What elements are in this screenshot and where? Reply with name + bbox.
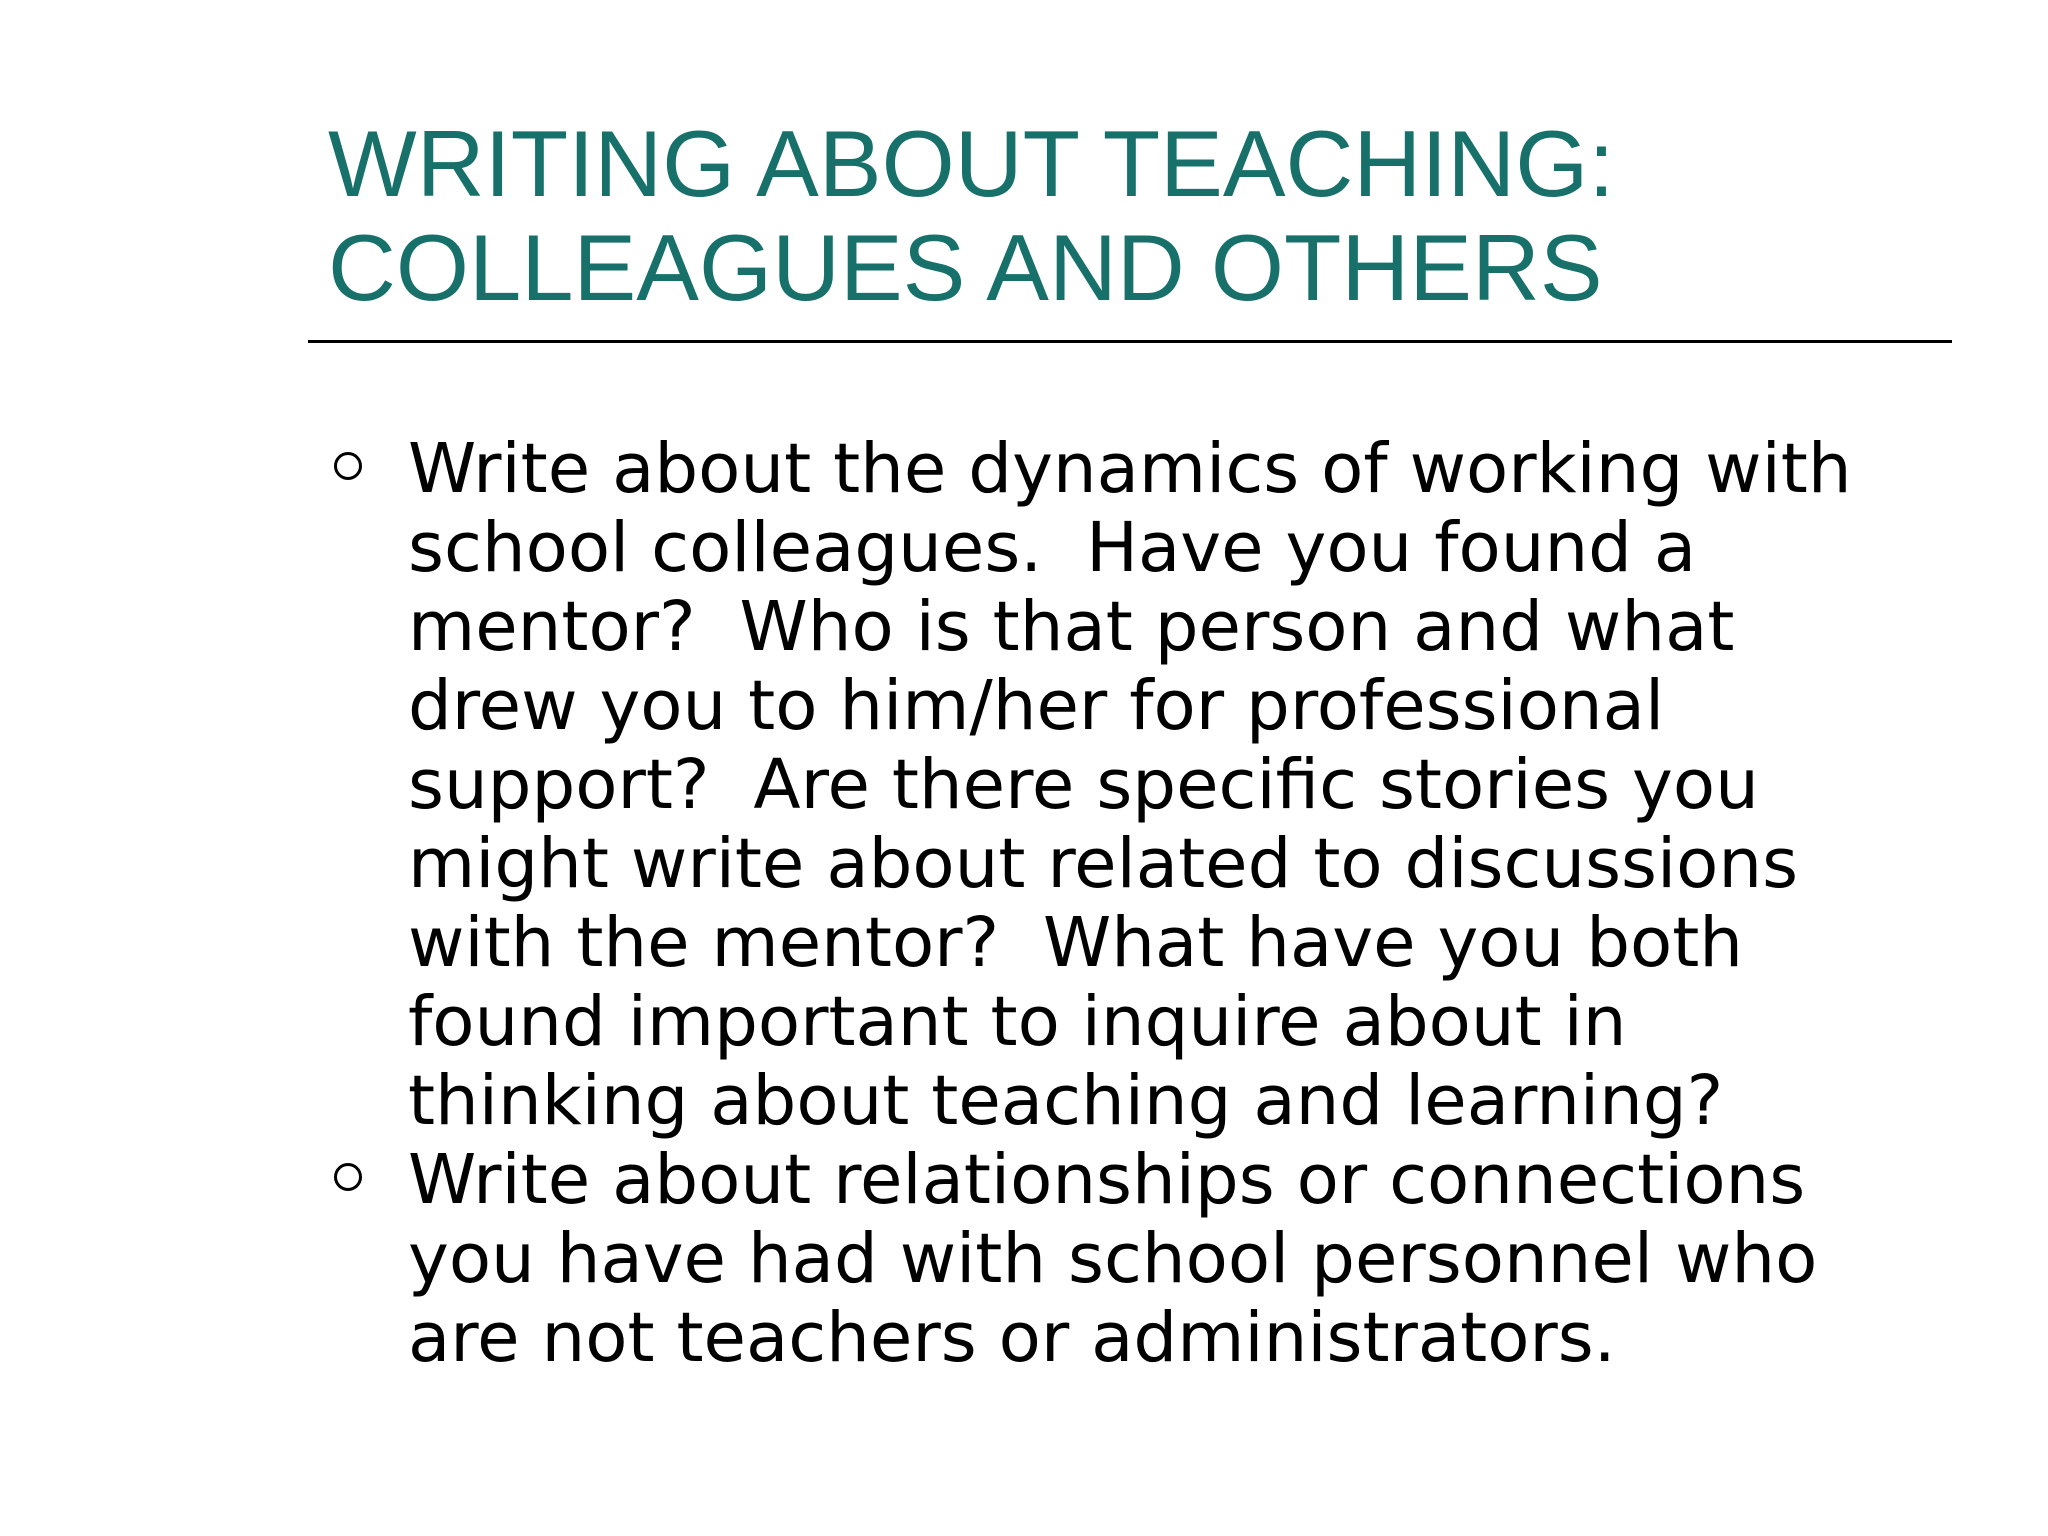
bullet-text-line: you have had with school personnel who — [408, 1219, 1818, 1299]
hollow-circle-icon — [334, 1163, 362, 1191]
bullet-text-line: with the mentor? What have you both — [408, 903, 1743, 983]
bullet-text-line: mentor? Who is that person and what — [408, 587, 1735, 667]
hollow-circle-icon — [334, 452, 362, 480]
bullet-text-line: found important to inquire about in — [408, 982, 1627, 1062]
slide-title — [328, 112, 1968, 320]
bullet-text-line: might write about related to discussions — [408, 824, 1799, 904]
bullet-text-line: drew you to him/her for professional — [408, 666, 1665, 746]
bullet-text-line: Write about the dynamics of working with — [408, 429, 1852, 509]
bullet-text-line: are not teachers or administrators. — [408, 1298, 1616, 1378]
slide-title-line: WRITING ABOUT TEACHING: — [328, 111, 1615, 216]
bullet-list — [330, 430, 1970, 1378]
bullet-text-line: Write about relationships or connections — [408, 1140, 1806, 1220]
title-divider — [308, 340, 1952, 343]
bullet-text-line: school colleagues. Have you found a — [408, 508, 1697, 588]
bullet-text-line: support? Are there specific stories you — [408, 745, 1759, 825]
bullet-text-line: thinking about teaching and learning? — [408, 1061, 1724, 1141]
bullet-item — [330, 430, 1970, 1141]
slide-title-line: COLLEAGUES AND OTHERS — [328, 215, 1603, 320]
bullet-item — [330, 1141, 1970, 1378]
